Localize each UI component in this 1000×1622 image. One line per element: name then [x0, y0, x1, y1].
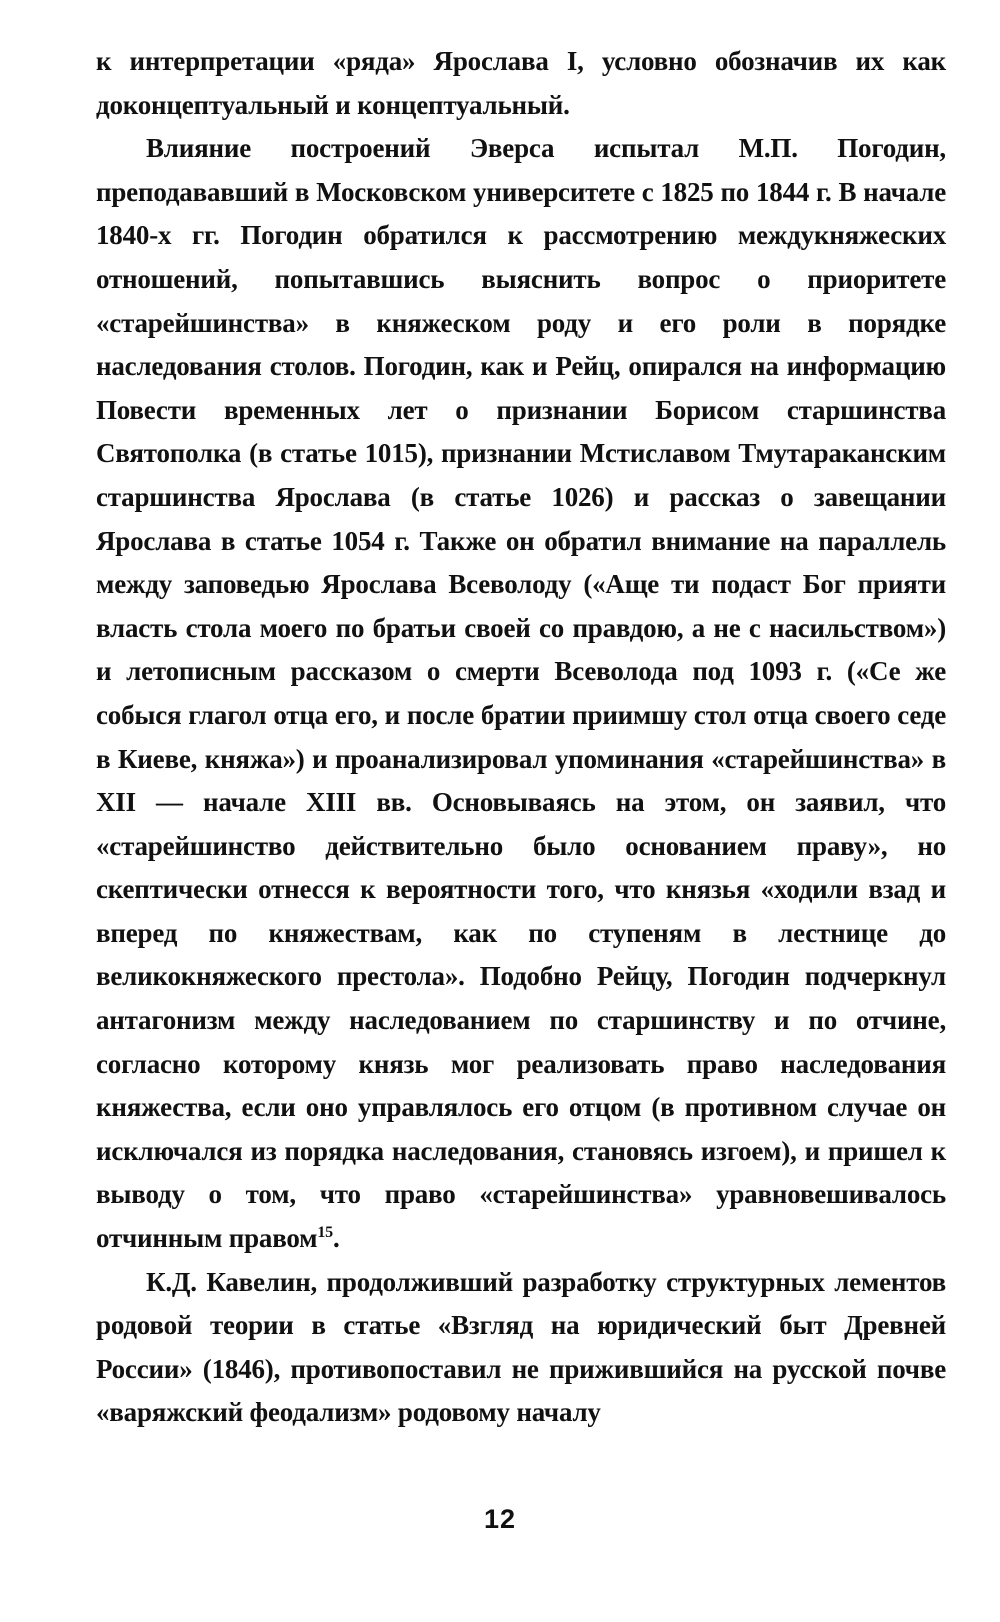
paragraph-tail: . [332, 1223, 340, 1254]
paragraph-pogodin [96, 127, 946, 1260]
page-body [96, 40, 946, 1435]
page-number: 12 [483, 1504, 517, 1534]
paragraph-kavelin [96, 1261, 946, 1435]
paragraph-continuation [96, 40, 946, 127]
footnote-reference[interactable]: 15 [317, 1224, 333, 1242]
paragraph-text: к интерпретации «ряда» Ярослава I, условно обозначив их как доконцептуальный и концептуальный. [96, 46, 946, 120]
paragraph-text: К.Д. Кавелин, продолживший разработку структурных лементов родовой теории в статье «Взгляд на юридический быт Древней России» (1846), противопоставил не прижившийся на русской почве «варяжский феодализм» родовому началу [96, 1266, 946, 1428]
paragraph-text: Влияние построений Эверса испытал М.П. Погодин, преподававший в Московском университете с 1825 по 1844 г. В начале 1840-х гг. Погодин обратился к рассмотрению междукняжеских отношений, попытавшись выяснить вопрос о приоритете «старейшинства» в княжеском роду и его роли в порядке наследования столов. Погодин, как и Рейц, опирался на информацию Повести временных лет о признании Борисом старшинства Святополка (в статье 1015), признании Мстиславом Тмутараканским старшинства Ярослава (в статье 1026) и рассказ о завещании Ярослава в статье 1054 г. Также он обратил внимание на параллель между заповедью Ярослава Всеволоду («Аще ти подаст Бог прияти власть стола моего по братьи своей со правдою, а не с насильством») и летописным рассказом о смерти Всеволода под 1093 г. («Се же собыся глагол отца его, и после братии приимшу стол отца своего седе в Киеве, княжа») и проанализировал упоминания «старейшинства» в XII — начале XIII вв. Основываясь на этом, он заявил, что «старейшинство действительно было основанием праву», но скептически отнесся к вероятности того, что князья «ходили взад и вперед по княжествам, как по ступеням в лестнице до великокняжеского престола». Подобно Рейцу, Погодин подчеркнул антагонизм между наследованием по старшинству и по отчине, согласно которому князь мог реализовать право наследования княжества, если оно управлялось его отцом (в противном случае он исключался из порядка наследования, становясь изгоем), и пришел к выводу о том, что право «старейшинства» уравновешивалось отчинным правом [96, 133, 946, 1254]
